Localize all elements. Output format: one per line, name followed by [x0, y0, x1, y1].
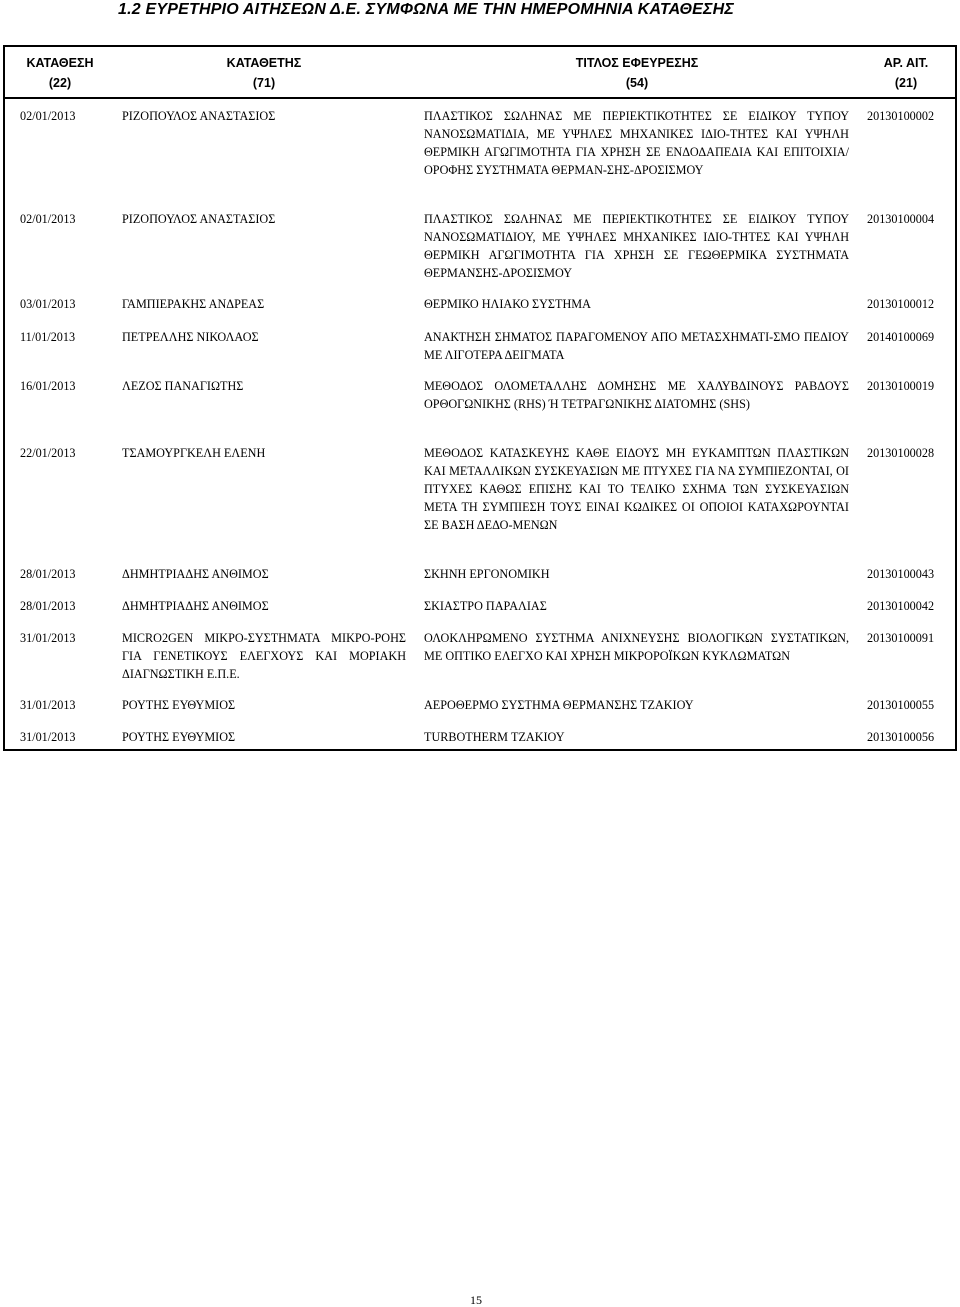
applicant-name: ΡΟΥΤΗΣ ΕΥΘΥΜΙΟΣ: [122, 730, 236, 744]
applicant-name: ΡΙΖΟΠΟΥΛΟΣ ΑΝΑΣΤΑΣΙΟΣ: [122, 212, 276, 226]
filing-date: 28/01/2013: [20, 599, 76, 613]
applicant-name: ΠΕΤΡΕΛΛΗΣ ΝΙΚΟΛΑΟΣ: [122, 330, 259, 344]
invention-title: ΠΛΑΣΤΙΚΟΣ ΣΩΛΗΝΑΣ ΜΕ ΠΕΡΙΕΚΤΙΚΟΤΗΤΕΣ ΣΕ ΕΙΔΙΚΟΥ ΤΥΠΟΥ ΝΑΝΟΣΩΜΑΤΙΔΙΟΥ, ΜΕ ΥΨΗΛΕΣ ΜΗΧΑΝΙΚΕΣ ΙΔΙΟ-ΤΗΤΕΣ ΚΑΙ ΥΨΗΛΗ ΘΕΡΜΙΚΗ ΑΓΩΓΙΜΟΤΗΤΑ ΓΙΑ ΧΡΗΣΗ ΣΕ ΓΕΩΘΕΡΜΙΚΑ ΣΥΣΤΗΜΑΤΑ ΘΕΡΜΑΝΣΗΣ-ΔΡΟΣΙΣΜΟΥ: [424, 212, 849, 280]
column-header-date: [17, 53, 103, 93]
filing-date: 31/01/2013: [20, 698, 76, 712]
filing-date: 31/01/2013: [20, 730, 76, 744]
column-header-date-label: ΚΑΤΑΘΕΣΗ: [26, 56, 94, 70]
invention-title: ΣΚΙΑΣΤΡΟ ΠΑΡΑΛΙΑΣ: [424, 599, 547, 613]
application-number: 20130100019: [867, 379, 935, 393]
page-number: 15: [470, 1293, 482, 1307]
applicant-name: ΔΗΜΗΤΡΙΑΔΗΣ ΑΝΘΙΜΟΣ: [122, 599, 269, 613]
application-number: 20130100056: [867, 730, 935, 744]
invention-title: ΑΝΑΚΤΗΣΗ ΣΗΜΑΤΟΣ ΠΑΡΑΓΟΜΕΝΟΥ ΑΠΟ ΜΕΤΑΣΧΗΜΑΤΙ-ΣΜΟ ΠΕΔΙΟΥ ΜΕ ΛΙΓΟΤΕΡΑ ΔΕΙΓΜΑΤΑ: [424, 330, 849, 362]
column-header-number: [871, 53, 941, 93]
invention-title: ΜΕΘΟΔΟΣ ΟΛΟΜΕΤΑΛΛΗΣ ΔΟΜΗΣΗΣ ΜΕ ΧΑΛΥΒΔΙΝΟΥΣ ΡΑΒΔΟΥΣ ΟΡΘΟΓΩΝΙΚΗΣ (RHS) Ή ΤΕΤΡΑΓΩΝΙΚΗΣ ΔΙΑΤΟΜΗΣ (SHS): [424, 379, 849, 411]
invention-title: ΘΕΡΜΙΚΟ ΗΛΙΑΚΟ ΣΥΣΤΗΜΑ: [424, 297, 591, 311]
invention-title: ΟΛΟΚΛΗΡΩΜΕΝΟ ΣΥΣΤΗΜΑ ΑΝΙΧΝΕΥΣΗΣ ΒΙΟΛΟΓΙΚΩΝ ΣΥΣΤΑΤΙΚΩΝ, ΜΕ ΟΠΤΙΚΟ ΕΛΕΓΧΟ ΚΑΙ ΧΡΗΣΗ ΜΙΚΡΟΡΟΪΚΩΝ ΚΥΚΛΩΜΑΤΩΝ: [424, 631, 849, 663]
application-number: 20140100069: [867, 330, 935, 344]
invention-title: TURBOTHERM ΤΖΑΚΙΟΥ: [424, 730, 565, 744]
application-number: 20130100004: [867, 212, 935, 226]
invention-title: ΠΛΑΣΤΙΚΟΣ ΣΩΛΗΝΑΣ ΜΕ ΠΕΡΙΕΚΤΙΚΟΤΗΤΕΣ ΣΕ ΕΙΔΙΚΟΥ ΤΥΠΟΥ ΝΑΝΟΣΩΜΑΤΙΔΙΑ, ΜΕ ΥΨΗΛΕΣ ΜΗΧΑΝΙΚΕΣ ΙΔΙΟ-ΤΗΤΕΣ ΚΑΙ ΥΨΗΛΗ ΘΕΡΜΙΚΗ ΑΓΩΓΙΜΟΤΗΤΑ ΓΙΑ ΧΡΗΣΗ ΣΕ ΕΝΔΟΔΑΠΕΔΙΑ ΚΑΙ ΕΠΙΤΟΙΧΙΑ/ΟΡΟΦΗΣ ΣΥΣΤΗΜΑΤΑ ΘΕΡΜΑΝ-ΣΗΣ-ΔΡΟΣΙΣΜΟΥ: [424, 109, 849, 177]
section-heading: 1.2 ΕΥΡΕΤΗΡΙΟ ΑΙΤΗΣΕΩΝ Δ.Ε. ΣΥΜΦΩΝΑ ΜΕ ΤΗΝ ΗΜΕΡΟΜΗΝΙΑ ΚΑΤΑΘΕΣΗΣ: [118, 1, 735, 18]
column-header-title: [537, 53, 737, 93]
column-header-number-code: (21): [894, 76, 918, 90]
invention-title: ΑΕΡΟΘΕΡΜΟ ΣΥΣΤΗΜΑ ΘΕΡΜΑΝΣΗΣ ΤΖΑΚΙΟΥ: [424, 698, 694, 712]
applicant-name: ΔΗΜΗΤΡΙΑΔΗΣ ΑΝΘΙΜΟΣ: [122, 567, 269, 581]
applicant-name: ΓΑΜΠΙΕΡΑΚΗΣ ΑΝΔΡΕΑΣ: [122, 297, 265, 311]
invention-title: ΣΚΗΝΗ ΕΡΓΟΝΟΜΙΚΗ: [424, 567, 550, 581]
filing-date: 02/01/2013: [20, 109, 76, 123]
filing-date: 31/01/2013: [20, 631, 76, 645]
application-number: 20130100055: [867, 698, 935, 712]
filing-date: 22/01/2013: [20, 446, 76, 460]
filing-date: 16/01/2013: [20, 379, 76, 393]
invention-title: ΜΕΘΟΔΟΣ ΚΑΤΑΣΚΕΥΗΣ ΚΑΘΕ ΕΙΔΟΥΣ ΜΗ ΕΥΚΑΜΠΤΩΝ ΠΛΑΣΤΙΚΩΝ ΚΑΙ ΜΕΤΑΛΛΙΚΩΝ ΣΥΣΚΕΥΑΣΙΩΝ ΜΕ ΠΤΥΧΕΣ ΓΙΑ ΝΑ ΣΥΜΠΙΕΖΟΝΤΑΙ, ΟΙ ΠΤΥΧΕΣ ΚΑΘΩΣ ΕΠΙΣΗΣ ΚΑΙ ΤΟ ΤΕΛΙΚΟ ΣΧΗΜΑ ΤΩΝ ΣΥΣΚΕΥΑΣΙΩΝ ΜΕΤΑ ΤΗ ΣΥΜΠΙΕΣΗ ΤΟΥΣ ΕΙΝΑΙ ΚΩΔΙΚΕΣ ΟΙ ΟΠΟΙΟΙ ΚΑΤΑΧΩΡΟΥΝΤΑΙ ΣΕ ΒΑΣΗ ΔΕΔΟ-ΜΕΝΩΝ: [424, 446, 849, 532]
applicant-name: ΡΟΥΤΗΣ ΕΥΘΥΜΙΟΣ: [122, 698, 236, 712]
column-header-applicant-label: ΚΑΤΑΘΕΤΗΣ: [226, 56, 302, 70]
column-header-number-label: ΑΡ. ΑΙΤ.: [883, 56, 929, 70]
applicant-name: ΡΙΖΟΠΟΥΛΟΣ ΑΝΑΣΤΑΣΙΟΣ: [122, 109, 276, 123]
application-number: 20130100043: [867, 567, 935, 581]
column-header-title-label: ΤΙΤΛΟΣ ΕΦΕΥΡΕΣΗΣ: [575, 56, 699, 70]
column-header-title-code: (54): [625, 76, 649, 90]
applicant-name: ΛΕΖΟΣ ΠΑΝΑΓΙΩΤΗΣ: [122, 379, 244, 393]
column-header-applicant-code: (71): [252, 76, 276, 90]
application-number: 20130100002: [867, 109, 935, 123]
filing-date: 02/01/2013: [20, 212, 76, 226]
column-header-applicant: [214, 53, 314, 93]
application-number: 20130100028: [867, 446, 935, 460]
filing-date: 28/01/2013: [20, 567, 76, 581]
application-number: 20130100012: [867, 297, 935, 311]
filing-date: 03/01/2013: [20, 297, 76, 311]
application-number: 20130100091: [867, 631, 935, 645]
header-divider: [3, 97, 957, 99]
column-header-date-code: (22): [48, 76, 72, 90]
filing-date: 11/01/2013: [20, 330, 76, 344]
applicant-name: ΤΣΑΜΟΥΡΓΚΕΛΗ ΕΛΕΝΗ: [122, 446, 266, 460]
application-number: 20130100042: [867, 599, 935, 613]
applicant-name: MICRO2GEN ΜΙΚΡΟ-ΣΥΣΤΗΜΑΤΑ ΜΙΚΡΟ-ΡΟΗΣ ΓΙΑ ΓΕΝΕΤΙΚΟΥΣ ΕΛΕΓΧΟΥΣ ΚΑΙ ΜΟΡΙΑΚΗ ΔΙΑΓΝΩΣΤΙΚΗ Ε.Π.Ε.: [122, 631, 406, 681]
